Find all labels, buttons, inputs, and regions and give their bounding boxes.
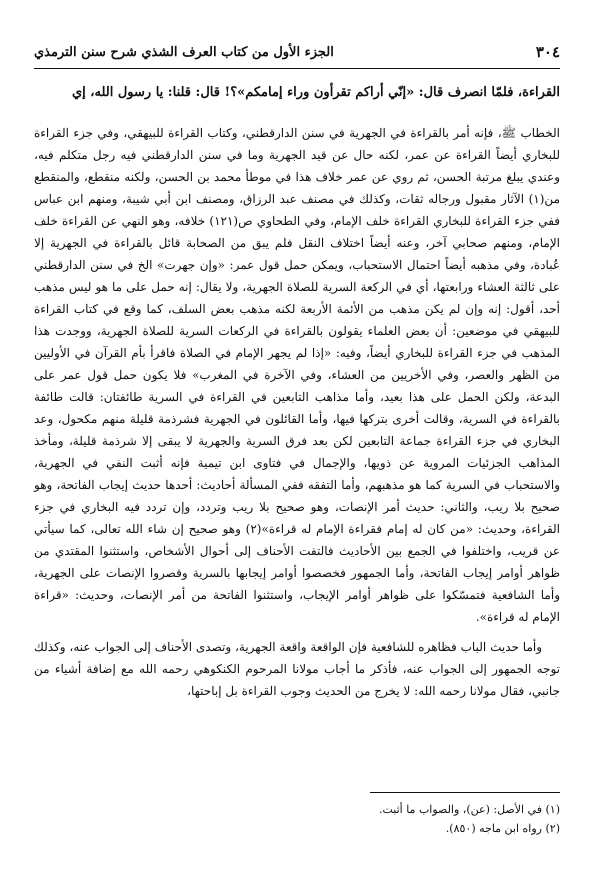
footnote-rule [370, 792, 560, 793]
commentary-paragraph: الخطاب ﷺ، فإنه أمر بالقراءة في الجهرية في سنن الدارقطني، وكتاب القراءة للبيهقي، وفي جزء القراءة للبخاري أيضاً القراءة عن عمر، لكنه حال عن قيد الجهرية وما في سنن الدارقطني فيه رجل متكلم فيه، وعندي يبلغ مرتبة الحسن، ثم روي عن عمر خلاف هذا في موطأ محمد بن الحسن، ولكنه منقطع، والمنقطع من(١) الآثار مقبول ورجاله ثقات، وكذلك في مصنف عبد الرزاق، ومصنف ابن أبي شيبة، ومنهم ابن عباس ففي جزء القراءة للبخاري القراءة خلف الإمام، وفي الطحاوي ص(١٢١) خلافه، وهو النهي عن القراءة خلف الإمام، ومنهم صحابي آخر، وعنه أيضاً اختلاف النقل فلم يبق من الصحابة قائل بالقراءة في الجهرية إلا عُبادة، وفي مذهبه أيضاً احتمال الاستحباب، ويمكن حمل قول عمر: «وإن جهرت» الخ في سنن الدارقطني على ثالثة العشاء ورابعتها، أي في الركعة السرية للصلاة الجهرية، ولا يقال: إنه حمل على ما هو ليس مذهب أحد، أقول: إنه وإن لم يكن مذهب من الأئمة الأربعة لكنه مذهب بعض السلف، كما وقع في كتاب القراءة للبيهقي في موضعين: أن بعض العلماء يقولون بالقراءة في الركعات السرية للصلاة الجهرية، ووجدت هذا المذهب في جزء القراءة للبخاري أيضاً، وفيه: «إذا لم يجهر الإمام في الصلاة فاقرأ بأم القرآن في الأوليين من الظهر والعصر، وفي الأخريين من العشاء، وفي الآخرة في المغرب» فلا يكون حمل قول عمر على البدعة، ولكن الحمل على هذا بعيد، وأما مذاهب التابعين في القراءة في السرية طائفتان: قالت طائفة بالقراءة في السرية، وقالت أخرى بتركها فيها، وأما القائلون في الجهرية فشرذمة قليلة منهم مكحول، وعد البخاري في جزء القراءة جماعة التابعين لكن بعد فرق السرية والجهرية لا يبقى إلا شرذمة قليلة، ومأخذ المذاهب الجزئيات المروية عن ذويها، والإجمال في فتاوى ابن تيمية فإنه أثبت النفي في الجهرية، والاستحباب في السرية كما هو مذهبهم، وأما التفقه ففي المسألة أحاديث: أحدها حديث إيجاب الفاتحة، وهو صحيح بلا ريب، والثاني: حديث أمر الإنصات، وهو صحيح بلا ريب وتردد، وإن تردد فيه البخاري في جزء القراءة، وحديث: «من كان له إمام فقراءة الإمام له قراءة»(٢) وهو صحيح إن شاء الله تعالى، كما سيأتي عن قريب، واختلفوا في الجمع بين الأحاديث فالتفت الأحناف إلى أحوال الأشخاص، واستثنوا المقتدي من ظواهر أوامر إيجاب الفاتحة، وأما الجمهور فخصصوا أوامر إيجابها بالسرية وقصروا الإنصات على الجهرية، وأما الشافعية فتمسّكوا على ظواهر أوامر الإيجاب، واستثنوا الفاتحة من أمر الإنصات، وحديث: «قراءة الإمام له قراءة». [34, 126, 561, 624]
main-text [34, 82, 560, 702]
footnote: (١) في الأصل: (عن)، والصواب ما أثبت. [378, 803, 560, 816]
running-header [34, 40, 560, 64]
hadith-line: القراءة، فلمّا انصرف قال: «إنّي أراكم تقرأون وراء إمامكم»؟! قال: قلنا: يا رسول الله، إي [71, 85, 560, 100]
page-number: ٣٠٤ [535, 43, 560, 61]
header-rule [34, 68, 560, 69]
footnotes [34, 800, 560, 838]
book-title: الجزء الأول من كتاب العرف الشذي شرح سنن الترمذي [34, 44, 334, 60]
commentary-paragraph: وأما حديث الباب فظاهره للشافعية فإن الواقعة واقعة الجهرية، وتصدى الأحناف إلى الجواب عنه، وكذلك توجه الجمهور إلى الجواب عنه، فأذكر ما أجاب مولانا المرحوم الكنكوهي رحمه الله مع إضافة أشياء من جانبي، فقال مولانا رحمه الله: لا يخرج من الحديث وجوب القراءة بل إباحتها، [34, 640, 560, 698]
footnote: (٢) رواه ابن ماجه (٨٥٠). [445, 822, 560, 835]
